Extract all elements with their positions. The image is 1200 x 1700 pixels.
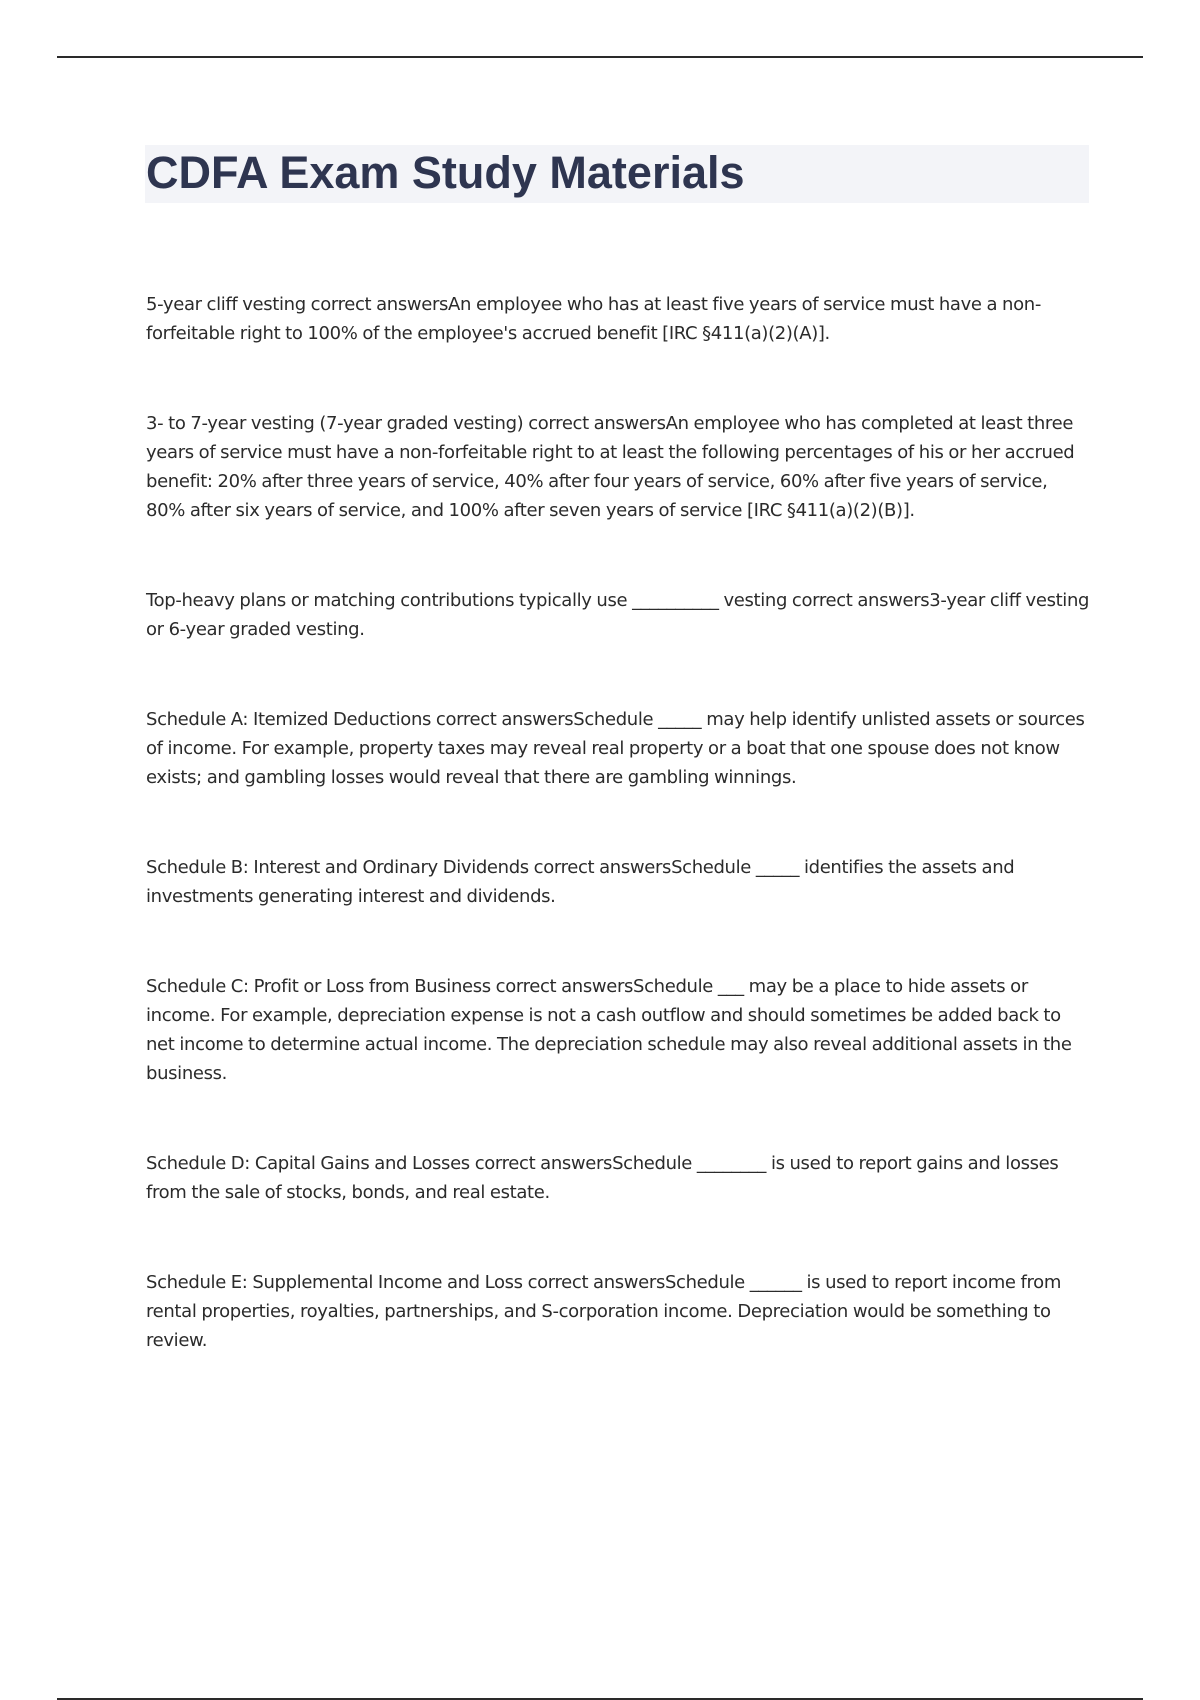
entry-schedule-b: Schedule B: Interest and Ordinary Dividends correct answersSchedule _____ identifies the assets and investments generating interest and dividends. <box>146 857 1015 907</box>
entry-schedule-a: Schedule A: Itemized Deductions correct answersSchedule _____ may help identify unlisted assets or sources of income. For example, property taxes may reveal real property or a boat that one spouse does not know exists; and gambling losses would reveal that there are gambling winnings. <box>146 709 1085 788</box>
entry-graded-vesting: 3- to 7-year vesting (7-year graded vesting) correct answersAn employee who has completed at least three years of service must have a non-forfeitable right to at least the following percentages of his or her accrued benefit: 20% after three years of service, 40% after four years of service, 60% after five years of service, 80% after six years of service, and 100% after seven years of service [IRC §411(a)(2)(B)]. <box>146 413 1075 521</box>
entry-schedule-d: Schedule D: Capital Gains and Losses correct answersSchedule ________ is used to report gains and losses from the sale of stocks, bonds, and real estate. <box>146 1153 1059 1203</box>
study-entries <box>146 290 1090 1416</box>
top-divider <box>57 56 1143 58</box>
entry-schedule-c: Schedule C: Profit or Loss from Business correct answersSchedule ___ may be a place to hide assets or income. For example, depreciation expense is not a cash outflow and should sometimes be added back to net income to determine actual income. The depreciation schedule may also reveal additional assets in the business. <box>146 976 1072 1084</box>
entry-five-year-cliff-vesting: 5-year cliff vesting correct answersAn employee who has at least five years of service must have a non-forfeitable right to 100% of the employee's accrued benefit [IRC §411(a)(2)(A)]. <box>146 294 1041 344</box>
entry-top-heavy-plans: Top-heavy plans or matching contributions typically use __________ vesting correct answers3-year cliff vesting or 6-year graded vesting. <box>146 590 1090 640</box>
page-title: CDFA Exam Study Materials <box>146 147 745 198</box>
entry-schedule-e: Schedule E: Supplemental Income and Loss correct answersSchedule ______ is used to report income from rental properties, royalties, partnerships, and S-corporation income. Depreciation would be something to review. <box>146 1272 1062 1351</box>
